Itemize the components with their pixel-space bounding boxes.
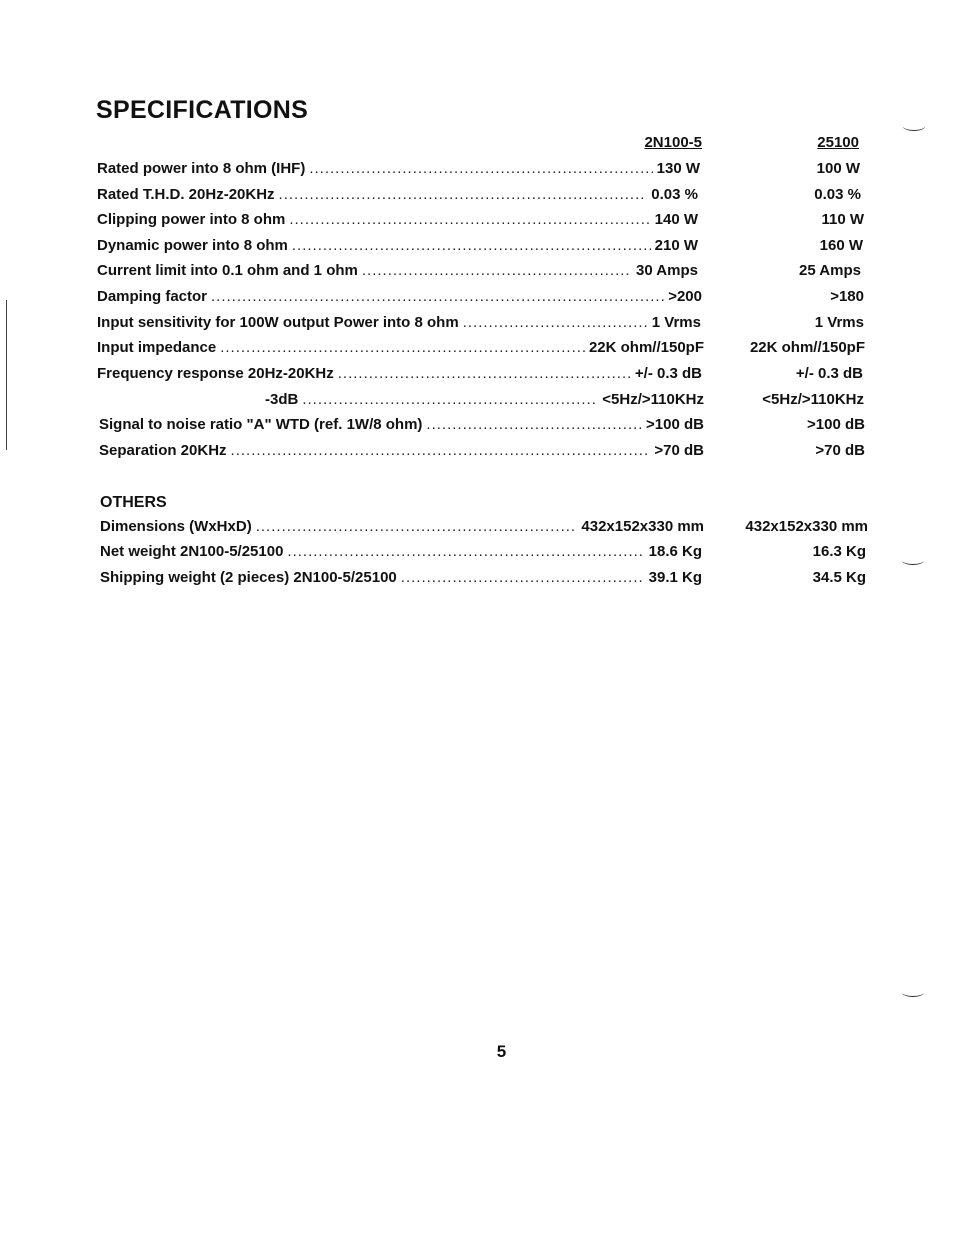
spec-row — [100, 543, 702, 563]
spec-value-25100: 110 W — [821, 211, 864, 228]
dot-leader — [256, 518, 578, 535]
spec-value-2n100-5: 22K ohm//150pF — [588, 339, 704, 356]
spec-row — [97, 365, 702, 385]
spec-value-2n100-5: 210 W — [654, 237, 698, 254]
dot-leader — [292, 237, 651, 254]
spec-value-25100: >70 dB — [815, 442, 865, 459]
spec-row — [97, 339, 704, 359]
spec-label: Input sensitivity for 100W output Power into 8 ohm — [97, 314, 459, 331]
spec-value-2n100-5: >100 dB — [646, 416, 704, 433]
dot-leader — [231, 442, 651, 459]
dot-leader — [287, 543, 644, 560]
others-section-title: OTHERS — [100, 494, 167, 511]
spec-value-25100: 160 W — [819, 237, 863, 254]
dot-leader — [309, 160, 652, 177]
spec-value-25100: 16.3 Kg — [812, 543, 866, 560]
spec-value-2n100-5: 39.1 Kg — [648, 569, 702, 586]
dot-leader — [338, 365, 631, 382]
spec-value-25100: >180 — [830, 288, 864, 305]
spec-label: Net weight 2N100-5/25100 — [100, 543, 284, 560]
column-header-25100: 25100 — [817, 134, 859, 151]
spec-value-25100: 432x152x330 mm — [745, 518, 868, 535]
scan-mark — [902, 988, 924, 997]
spec-row — [100, 518, 704, 538]
dot-leader — [211, 288, 664, 305]
spec-value-25100: +/- 0.3 dB — [795, 365, 863, 382]
spec-value-25100: 25 Amps — [799, 262, 861, 279]
spec-label: Frequency response 20Hz-20KHz — [97, 365, 334, 382]
spec-value-2n100-5: 18.6 Kg — [648, 543, 702, 560]
spec-value-25100: <5Hz/>110KHz — [762, 391, 864, 408]
spec-value-25100: 0.03 % — [814, 186, 861, 203]
spec-value-2n100-5: 0.03 % — [651, 186, 698, 203]
spec-value-2n100-5: <5Hz/>110KHz — [602, 391, 704, 408]
spec-row — [97, 211, 698, 231]
spec-value-2n100-5: 140 W — [654, 211, 698, 228]
spec-value-25100: 1 Vrms — [814, 314, 864, 331]
spec-label: Rated power into 8 ohm (IHF) — [97, 160, 306, 177]
spec-label: Dimensions (WxHxD) — [100, 518, 252, 535]
spec-value-2n100-5: 130 W — [656, 160, 700, 177]
page-number: 5 — [496, 1042, 507, 1061]
scan-mark — [903, 122, 925, 131]
scan-line — [6, 300, 7, 450]
spec-value-2n100-5: +/- 0.3 dB — [634, 365, 702, 382]
dot-leader — [289, 211, 650, 228]
spec-label: Signal to noise ratio "A" WTD (ref. 1W/8 ohm) — [99, 416, 423, 433]
spec-label: Clipping power into 8 ohm — [97, 211, 286, 228]
spec-value-2n100-5: 1 Vrms — [651, 314, 701, 331]
spec-row — [97, 237, 698, 257]
spec-value-2n100-5: 30 Amps — [636, 262, 698, 279]
spec-row — [97, 160, 700, 180]
spec-value-2n100-5: >200 — [668, 288, 702, 305]
dot-leader — [426, 416, 642, 433]
spec-label: Shipping weight (2 pieces) 2N100-5/25100 — [100, 569, 397, 586]
spec-value-2n100-5: 432x152x330 mm — [581, 518, 704, 535]
spec-row — [99, 442, 704, 462]
spec-row — [97, 186, 698, 206]
dot-leader — [463, 314, 648, 331]
spec-label: Current limit into 0.1 ohm and 1 ohm — [97, 262, 358, 279]
scan-mark — [902, 556, 924, 565]
spec-value-25100: >100 dB — [807, 416, 865, 433]
spec-label: Separation 20KHz — [99, 442, 227, 459]
spec-row — [265, 391, 704, 411]
spec-row — [99, 416, 704, 436]
dot-leader — [220, 339, 585, 356]
dot-leader — [362, 262, 632, 279]
dot-leader — [401, 569, 645, 586]
spec-value-25100: 22K ohm//150pF — [749, 339, 865, 356]
spec-label: Damping factor — [97, 288, 208, 305]
spec-label: Input impedance — [97, 339, 217, 356]
column-header-2n100-5: 2N100-5 — [644, 134, 702, 151]
spec-row — [97, 262, 698, 282]
spec-value-25100: 34.5 Kg — [812, 569, 866, 586]
spec-value-25100: 100 W — [816, 160, 860, 177]
spec-row — [97, 314, 701, 334]
spec-row — [97, 288, 702, 308]
spec-label: Rated T.H.D. 20Hz-20KHz — [97, 186, 275, 203]
spec-value-2n100-5: >70 dB — [654, 442, 704, 459]
spec-row — [100, 569, 702, 589]
dot-leader — [279, 186, 648, 203]
spec-label: -3dB — [265, 391, 299, 408]
dot-leader — [302, 391, 598, 408]
spec-label: Dynamic power into 8 ohm — [97, 237, 288, 254]
page-title: SPECIFICATIONS — [96, 96, 309, 124]
